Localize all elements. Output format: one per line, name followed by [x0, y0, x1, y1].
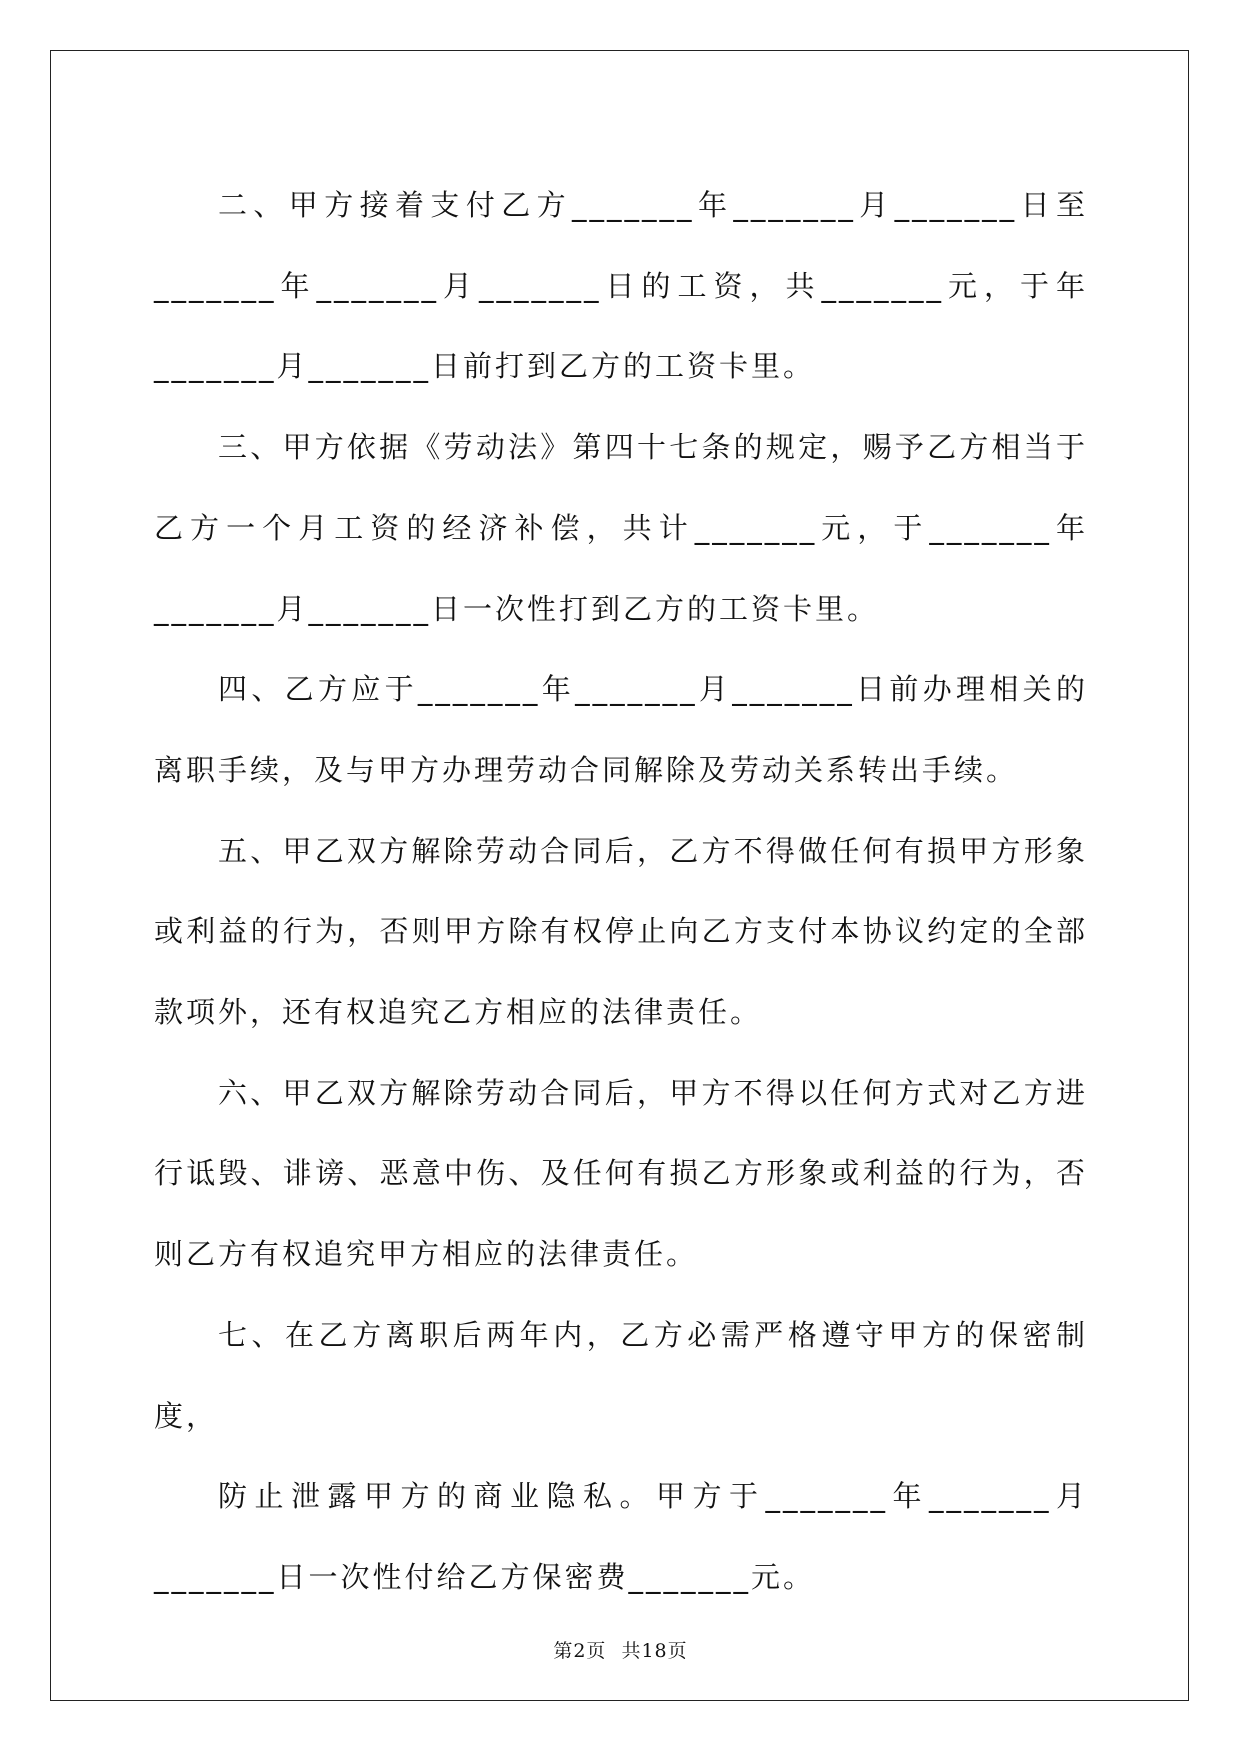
clause-2: 二、甲方接着支付乙方_______年_______月_______日至_______年_______月_______日的工资，共_______元，于年_______月_______日前打到乙方的工资卡里。 [154, 188, 1088, 384]
page-total: 共18页 [621, 1640, 688, 1662]
clause-7: 七、在乙方离职后两年内，乙方必需严格遵守甲方的保密制度， [154, 1317, 1088, 1433]
clause-3: 三、甲方依据《劳动法》第四十七条的规定，赐予乙方相当于乙方一个月工资的经济补偿，共计_______元，于_______年_______月_______日一次性打到乙方的工资卡里。 [154, 430, 1088, 626]
page-footer [0, 1636, 1241, 1663]
clause-7-continued: 防止泄露甲方的商业隐私。甲方于_______年_______月_______日一次性付给乙方保密费_______元。 [154, 1479, 1088, 1594]
clause-6: 六、甲乙双方解除劳动合同后，甲方不得以任何方式对乙方进行诋毁、诽谤、恶意中伤、及任何有损乙方形象或利益的行为，否则乙方有权追究甲方相应的法律责任。 [154, 1075, 1088, 1272]
clause-5: 五、甲乙双方解除劳动合同后，乙方不得做任何有损甲方形象或利益的行为，否则甲方除有权停止向乙方支付本协议约定的全部款项外，还有权追究乙方相应的法律责任。 [154, 833, 1088, 1030]
page-number: 第2页 [553, 1640, 607, 1662]
document-body [154, 165, 1088, 1618]
clause-4: 四、乙方应于_______年_______月_______日前办理相关的离职手续，及与甲方办理劳动合同解除及劳动关系转出手续。 [154, 672, 1088, 787]
